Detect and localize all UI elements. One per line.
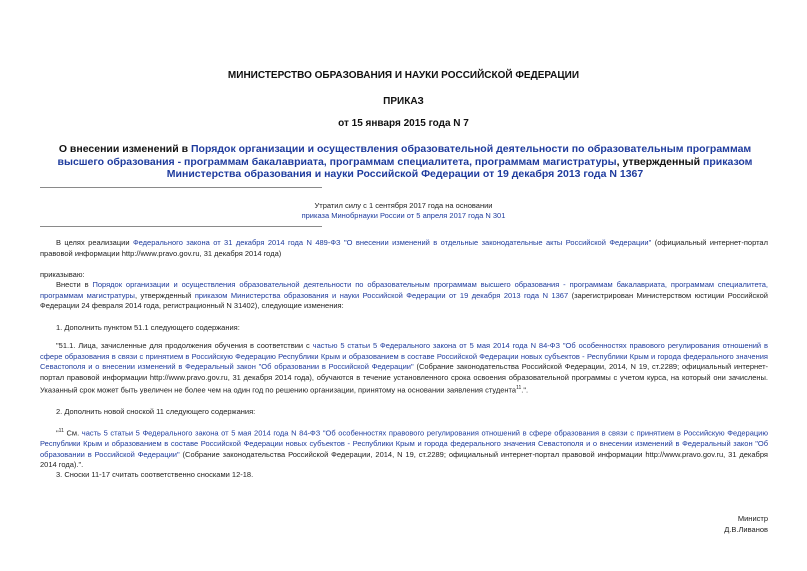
- quote1-link-law[interactable]: частью 5 статьи 5 Федерального закона от 5 мая 2014 года N 84-ФЗ "Об особенностях правового регулирования отношений в сфере образования в связи с принятием в Российскую Федерацию Республики Крым и образованием в составе Российской Федерации новых субъектов - Республики Крым и города федерального значения Севастополя и о внесении изменений в Федеральный закон "Об образовании в Российской Федерации": [40, 341, 768, 371]
- quote1-suffix: (Собрание законодательства Российской Федерации, 2014, N 19, ст.2289; официальный интернет-портал правовой информации http://www.pravo.gov.ru, 31 декабря 2014 года), обучаются в течение установленного срока освоения образовательной программы с учетом курса, на который они зачислены. Указанный срок может быть увеличен не более чем на один год по решению организации, принятому на основании заявления студента: [40, 362, 769, 395]
- order-word: приказываю:: [40, 270, 85, 279]
- quote2-link-law[interactable]: часть 5 статьи 5 Федерального закона от 5 мая 2014 года N 84-ФЗ "Об особенностях правового регулирования отношений в сфере образования в связи с принятием в Российскую Федерацию Республики Крым и образованием в составе Российской Федерации новых субъектов - Республики Крым и города федерального значения Севастополя и о внесении изменений в Федеральный закон "Об образовании в Российской Федерации": [40, 428, 768, 459]
- order-suffix: (зарегистрирован Министерством юстиции Российской Федерации 24 февраля 2014 года, регистрационный N 31402), следующие изменения:: [40, 290, 768, 310]
- signature-position: Министр: [737, 514, 768, 523]
- order-mid: , утвержденный: [134, 290, 195, 300]
- item-3: 3. Сноски 11-17 считать соответственно сносками 12-18.: [56, 470, 254, 479]
- preamble-paragraph: [40, 238, 768, 259]
- quote1-ending: .".: [521, 385, 529, 395]
- status-note-text: Утратил силу с 1 сентября 2017 года на основании: [314, 201, 493, 210]
- title-link-order[interactable]: приказом Министерства образования и науки Российской Федерации от 19 декабря 2013 года N 1367: [166, 155, 753, 180]
- order-prefix: Внести в: [56, 280, 93, 289]
- quote2-lead: См.: [63, 428, 82, 438]
- preamble-suffix: (официальный интернет-портал правовой информации http://www.pravo.gov.ru, 31 декабря 2014 года): [40, 238, 768, 258]
- preamble-link-law[interactable]: Федерального закона от 31 декабря 2014 года N 489-ФЗ "О внесении изменений в отдельные законодательные акты Российской Федерации": [132, 238, 652, 247]
- signature-name: Д.В.Ливанов: [724, 525, 768, 534]
- preamble-prefix: В целях реализации: [56, 238, 133, 247]
- ministry-heading: МИНИСТЕРСТВО ОБРАЗОВАНИЯ И НАУКИ РОССИЙСКОЙ ФЕДЕРАЦИИ: [227, 70, 580, 81]
- order-link-procedure[interactable]: Порядок организации и осуществления образовательной деятельности по образовательным программам высшего образования - программам бакалавриата, программам специалитета, программам магистратуры: [40, 280, 768, 300]
- quote2-suffix: (Собрание законодательства Российской Федерации, 2014, N 19, ст.2289; официальный интернет-портал правовой информации http://www.pravo.gov.ru, 31 декабря 2014 года).".: [40, 449, 768, 469]
- quote2-prefix: ": [56, 428, 59, 438]
- doc-date-number: от 15 января 2015 года N 7: [338, 118, 469, 129]
- title-middle: , утвержденный: [616, 155, 704, 168]
- status-note-link[interactable]: приказа Минобрнауки России от 5 апреля 2017 года N 301: [301, 211, 506, 220]
- divider-top: [40, 187, 322, 188]
- status-note: [0, 201, 807, 221]
- title-link-procedure[interactable]: Порядок организации и осуществления образовательной деятельности по образовательным программам высшего образования - программам бакалавриата, программам специалитета, программам магистратуры: [57, 143, 752, 168]
- order-link-order[interactable]: приказом Министерства образования и науки Российской Федерации от 19 декабря 2013 года N 1367: [194, 290, 569, 300]
- quote2-footnote-mark: 11: [58, 428, 64, 434]
- doc-title: [40, 143, 770, 181]
- item-2: 2. Дополнить новой сноской 11 следующего содержания:: [56, 407, 256, 416]
- divider-bottom: [40, 226, 322, 227]
- quote1-prefix: "51.1. Лица, зачисленные для продолжения обучения в соответствии с: [56, 341, 313, 350]
- title-prefix: О внесении изменений в: [58, 143, 191, 155]
- quote1-footnote-mark: 11: [516, 385, 522, 391]
- item-1: 1. Дополнить пунктом 51.1 следующего содержания:: [56, 323, 240, 332]
- order-paragraph: [40, 280, 768, 312]
- quote-2: [40, 426, 768, 471]
- quote-1: [40, 341, 768, 396]
- doc-type-heading: ПРИКАЗ: [383, 96, 424, 107]
